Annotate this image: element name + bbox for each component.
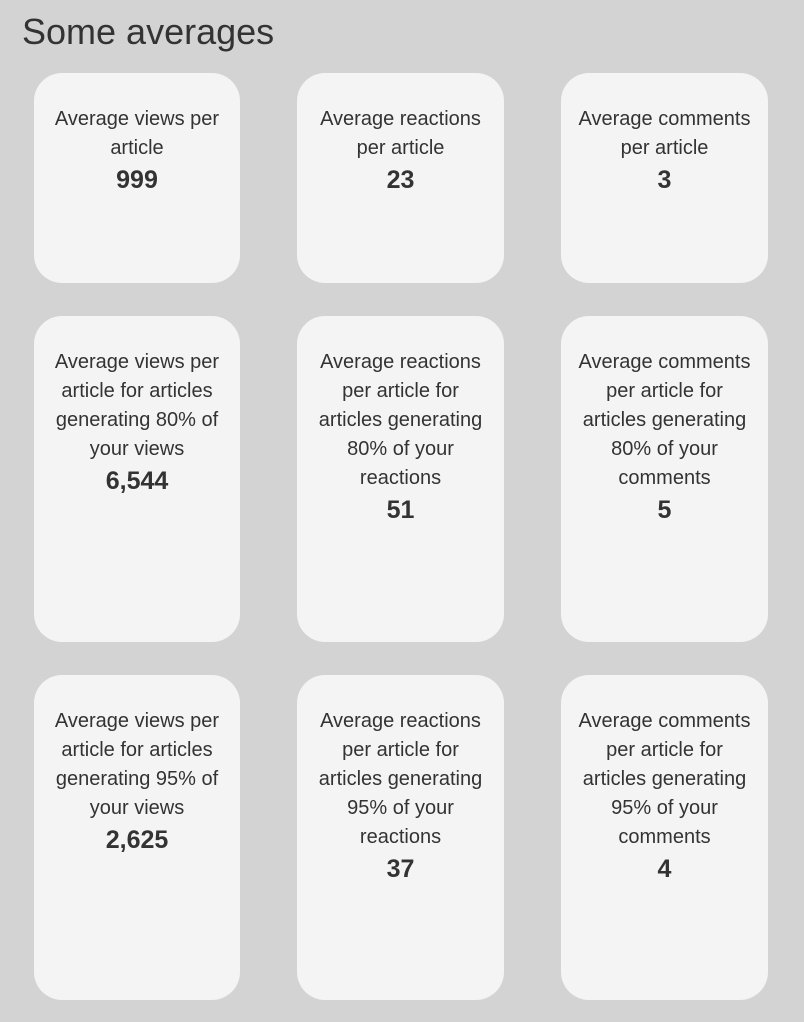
stat-card-avg-reactions bbox=[297, 73, 504, 283]
stat-card-label: Average views per article for articles generating 95% of your views bbox=[54, 710, 220, 819]
stat-card-avg-reactions-95 bbox=[297, 675, 504, 1000]
stat-card-label: Average views per article bbox=[54, 108, 220, 159]
stat-card-value: 37 bbox=[386, 855, 415, 883]
averages-grid bbox=[34, 73, 768, 1000]
stat-card-value: 51 bbox=[386, 496, 415, 524]
stat-card-value: 999 bbox=[116, 166, 158, 194]
stat-card-value: 4 bbox=[657, 855, 672, 883]
stat-card-avg-views bbox=[34, 73, 240, 283]
stat-card-avg-views-80 bbox=[34, 316, 240, 642]
stat-card-label: Average reactions per article for articles generating 80% of your reactions bbox=[318, 351, 483, 489]
stat-card-avg-comments bbox=[561, 73, 768, 283]
stat-card-value: 2,625 bbox=[105, 826, 169, 854]
stat-card-label: Average comments per article bbox=[578, 108, 751, 159]
stat-card-value: 6,544 bbox=[105, 467, 169, 495]
stat-card-avg-views-95 bbox=[34, 675, 240, 1000]
stat-card-value: 5 bbox=[657, 496, 672, 524]
stat-card-label: Average reactions per article bbox=[320, 108, 481, 159]
stat-card-value: 3 bbox=[657, 166, 672, 194]
stat-card-label: Average views per article for articles generating 80% of your views bbox=[54, 351, 220, 460]
stat-card-label: Average comments per article for articles generating 95% of your comments bbox=[578, 710, 751, 848]
stat-card-label: Average reactions per article for articles generating 95% of your reactions bbox=[318, 710, 483, 848]
page-title: Some averages bbox=[22, 11, 275, 52]
stat-card-label: Average comments per article for articles generating 80% of your comments bbox=[578, 351, 751, 489]
stat-card-value: 23 bbox=[386, 166, 415, 194]
stat-card-avg-comments-95 bbox=[561, 675, 768, 1000]
stat-card-avg-reactions-80 bbox=[297, 316, 504, 642]
stat-card-avg-comments-80 bbox=[561, 316, 768, 642]
